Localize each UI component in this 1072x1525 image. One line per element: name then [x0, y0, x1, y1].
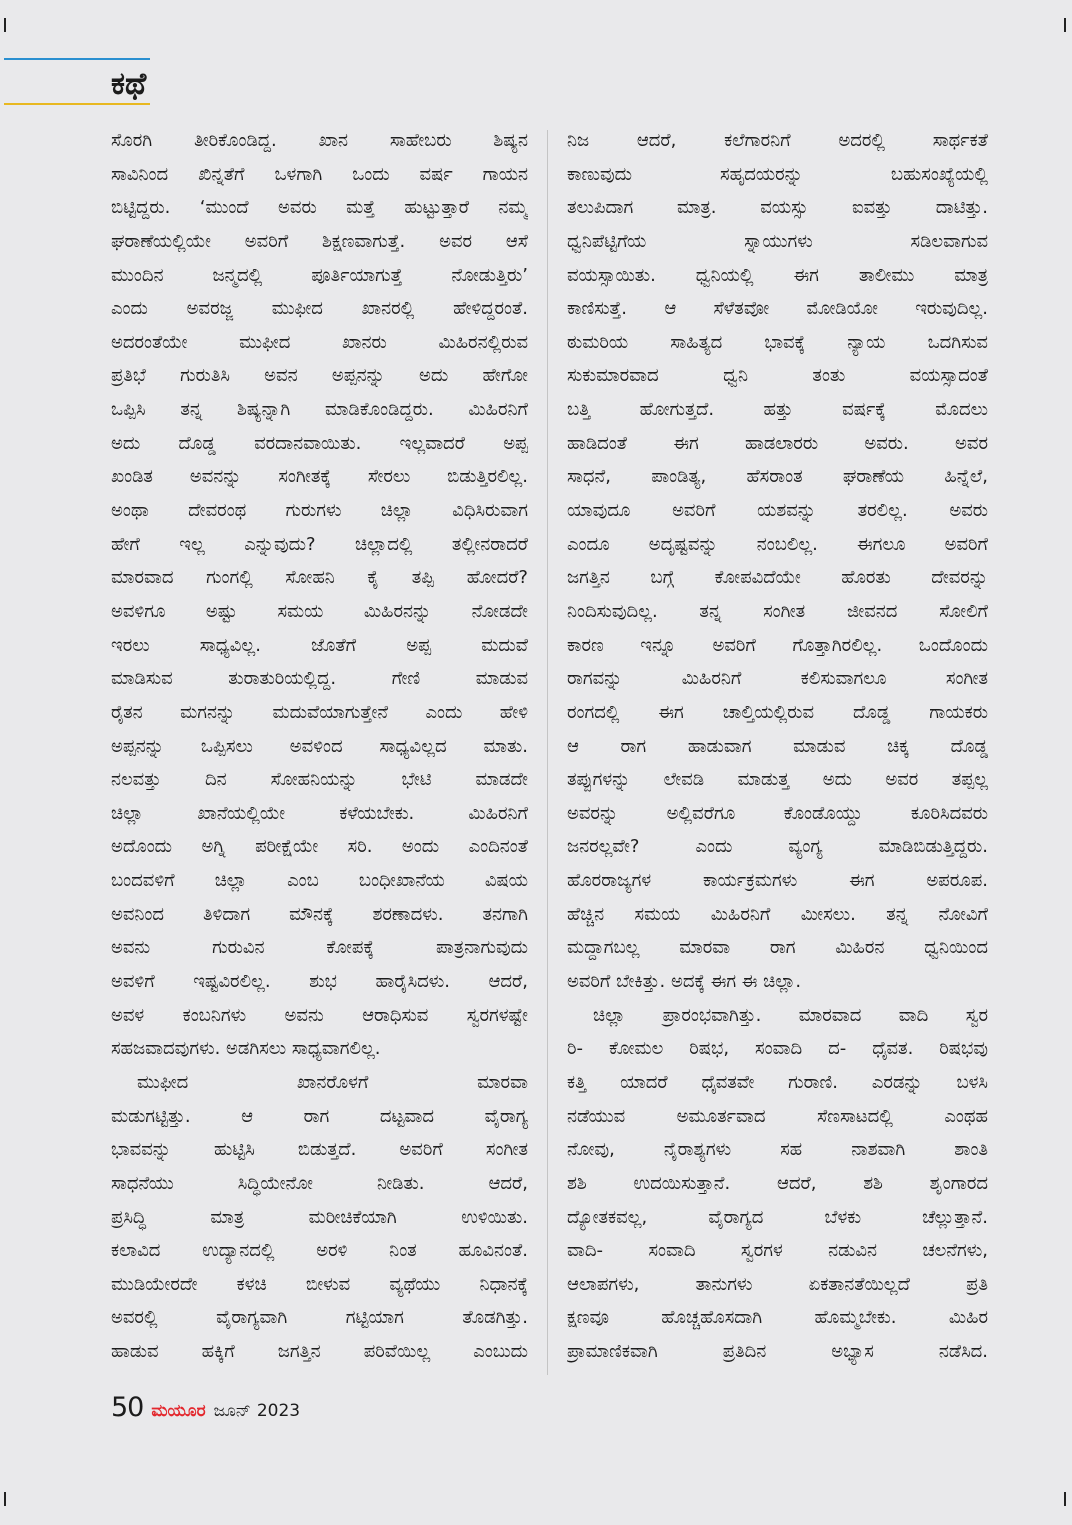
article-line: ಜನರಲ್ಲವೇ? ಎಂದು ವ್ಯಂಗ್ಯ ಮಾಡಿಬಿಡುತ್ತಿದ್ದರು.	[567, 836, 988, 858]
article-line: ಕಲಾವಿದ ಉದ್ಯಾನದಲ್ಲಿ ಅರಳಿ ನಿಂತ ಹೂವಿನಂತೆ.	[111, 1240, 528, 1262]
page-footer	[111, 1392, 300, 1432]
article-line: ಪ್ರಸಿದ್ಧಿ ಮಾತ್ರ ಮರೀಚಿಕೆಯಾಗಿ ಉಳಿಯಿತು.	[111, 1206, 528, 1228]
article-line: ಹಾಡಿದಂತೆ ಈಗ ಹಾಡಲಾರರು ಅವರು. ಅವರ	[567, 432, 988, 454]
crop-mark-top-left	[4, 18, 6, 32]
article-line: ಸೊರಗಿ ತೀರಿಕೊಂಡಿದ್ದ. ಖಾನ ಸಾಹೇಬರು ಶಿಷ್ಯನ	[111, 130, 528, 151]
article-line: ಹೆಚ್ಚಿನ ಸಮಯ ಮಿಹಿರನಿಗೆ ಮೀಸಲು. ತನ್ನ ನೋವಿಗೆ	[567, 903, 988, 925]
article-line: ತಲುಪಿದಾಗ ಮಾತ್ರ. ವಯಸ್ಸು ಐವತ್ತು ದಾಟಿತ್ತು.	[567, 197, 988, 219]
article-line: ಬಿಟ್ಟಿದ್ದರು. ‘ಮುಂದೆ ಅವರು ಮತ್ತೆ ಹುಟ್ಟುತ್ತಾರೆ ನಮ್ಮ	[111, 197, 528, 219]
article-line: ಜಗತ್ತಿನ ಬಗ್ಗೆ ಕೋಪವಿದೆಯೇ ಹೊರತು ದೇವರನ್ನು	[567, 567, 988, 589]
article-line: ರಂಗದಲ್ಲಿ ಈಗ ಚಾಲ್ತಿಯಲ್ಲಿರುವ ದೊಡ್ಡ ಗಾಯಕರು	[567, 701, 988, 723]
article-line: ಮಡುಗಟ್ಟಿತ್ತು. ಆ ರಾಗ ದಟ್ಟವಾದ ವೈರಾಗ್ಯ	[111, 1105, 528, 1127]
article-line: ಬಂದವಳಿಗೆ ಚಿಲ್ಲಾ ಎಂಬ ಬಂಧೀಖಾನೆಯ ವಿಷಯ	[111, 870, 528, 892]
article-line: ನಡೆಯುವ ಅಮೂರ್ತವಾದ ಸೆಣಸಾಟದಲ್ಲಿ ಎಂಥಹ	[567, 1105, 988, 1127]
article-line: ಒಪ್ಪಿಸಿ ತನ್ನ ಶಿಷ್ಯನ್ನಾಗಿ ಮಾಡಿಕೊಂಡಿದ್ದರು. ಮಿಹಿರನಿಗೆ	[111, 399, 528, 421]
article-line: ರಿ- ಕೋಮಲ ರಿಷಭ, ಸಂವಾದಿ ದ- ಧೈವತ. ರಿಷಭವು	[567, 1038, 988, 1060]
article-line: ಖಂಡಿತ ಅವನನ್ನು ಸಂಗೀತಕ್ಕೆ ಸೇರಲು ಬಿಡುತ್ತಿರಲಿಲ್ಲ.	[111, 466, 528, 488]
article-line: ಸುಕುಮಾರವಾದ ಧ್ವನಿ ತಂತು ವಯಸ್ಸಾದಂತೆ	[567, 365, 988, 387]
article-line: ರಾಗವನ್ನು ಮಿಹಿರನಿಗೆ ಕಲಿಸುವಾಗಲೂ ಸಂಗೀತ	[567, 668, 988, 690]
article-line: ಅವಳಿಗೂ ಅಷ್ಟು ಸಮಯ ಮಿಹಿರನನ್ನು ನೋಡದೇ	[111, 600, 528, 622]
article-line: ಅವನು ಗುರುವಿನ ಕೋಪಕ್ಕೆ ಪಾತ್ರನಾಗುವುದು	[111, 937, 528, 959]
article-line: ರೈತನ ಮಗನನ್ನು ಮದುವೆಯಾಗುತ್ತೇನೆ ಎಂದು ಹೇಳಿ	[111, 701, 528, 723]
article-line: ಮುಡಿಯೇರದೇ ಕಳಚಿ ಬೀಳುವ ವ್ಯಥೆಯು ನಿಧಾನಕ್ಕೆ	[111, 1273, 528, 1295]
article-line: ಕಾಣುವುದು ಸಹೃದಯರನ್ನು ಬಹುಸಂಖ್ಯೆಯಲ್ಲಿ	[567, 163, 988, 185]
article-line: ಮಾಡಿಸುವ ತುರಾತುರಿಯಲ್ಲಿದ್ದ. ಗೇಣಿ ಮಾಡುವ	[111, 668, 528, 690]
article-line: ಹೊರರಾಜ್ಯಗಳ ಕಾರ್ಯಕ್ರಮಗಳು ಈಗ ಅಪರೂಪ.	[567, 870, 988, 892]
crop-mark-top-right	[1064, 18, 1066, 32]
article-line: ಪ್ರಾಮಾಣಿಕವಾಗಿ ಪ್ರತಿದಿನ ಅಭ್ಯಾಸ ನಡೆಸಿದ.	[567, 1341, 988, 1363]
section-title: ಕಥೆ	[111, 66, 147, 102]
article-line: ಅವನಿಂದ ತಿಳಿದಾಗ ಮೌನಕ್ಕೆ ಶರಣಾದಳು. ತನಗಾಗಿ	[111, 903, 528, 925]
article-line: ಬತ್ತಿ ಹೋಗುತ್ತದೆ. ಹತ್ತು ವರ್ಷಕ್ಕೆ ಮೊದಲು	[567, 399, 988, 421]
article-line: ಚಿಲ್ಲಾ ಖಾನೆಯಲ್ಲಿಯೇ ಕಳೆಯಬೇಕು. ಮಿಹಿರನಿಗೆ	[111, 802, 528, 824]
article-line: ಕ್ಷಣವೂ ಹೊಚ್ಚಹೊಸದಾಗಿ ಹೊಮ್ಮಬೇಕು. ಮಿಹಿರ	[567, 1307, 988, 1329]
article-line: ಅದರಂತೆಯೇ ಮುಫೀದ ಖಾನರು ಮಿಹಿರನಲ್ಲಿರುವ	[111, 331, 528, 353]
article-line: ಸಾವಿನಿಂದ ಖಿನ್ನತೆಗೆ ಒಳಗಾಗಿ ಒಂದು ವರ್ಷ ಗಾಯನ	[111, 163, 528, 185]
article-line: ಅವರನ್ನು ಅಲ್ಲಿವರೆಗೂ ಕೊಂಡೊಯ್ದು ಕೂರಿಸಿದವರು	[567, 802, 988, 824]
article-column-right	[567, 124, 988, 1369]
article-line: ಆ ರಾಗ ಹಾಡುವಾಗ ಮಾಡುವ ಚಿಕ್ಕ ದೊಡ್ಡ	[567, 735, 988, 757]
article-line: ಅಪ್ಪನನ್ನು ಒಪ್ಪಿಸಲು ಅವಳಿಂದ ಸಾಧ್ಯವಿಲ್ಲದ ಮಾತು.	[111, 735, 528, 757]
article-line: ಯಾವುದೂ ಅವರಿಗೆ ಯಶವನ್ನು ತರಲಿಲ್ಲ. ಅವರು	[567, 500, 988, 522]
article-line: ಠುಮರಿಯ ಸಾಹಿತ್ಯದ ಭಾವಕ್ಕೆ ನ್ಯಾಯ ಒದಗಿಸುವ	[567, 331, 988, 353]
article-line: ಅದು ದೊಡ್ಡ ವರದಾನವಾಯಿತು. ಇಲ್ಲವಾದರೆ ಅಪ್ಪ	[111, 432, 528, 454]
crop-mark-bottom-right	[1064, 1492, 1066, 1506]
page-number: 50	[111, 1392, 144, 1423]
article-line: ಚಿಲ್ಲಾ ಪ್ರಾರಂಭವಾಗಿತ್ತು. ಮಾರವಾದ ವಾದಿ ಸ್ವರ	[593, 1004, 988, 1026]
article-line: ವಯಸ್ಸಾಯಿತು. ಧ್ವನಿಯಲ್ಲಿ ಈಗ ತಾಲೀಮು ಮಾತ್ರ	[567, 264, 988, 286]
article-line: ಕಾರಣ ಇನ್ನೂ ಅವರಿಗೆ ಗೊತ್ತಾಗಿರಲಿಲ್ಲ. ಒಂದೊಂದು	[567, 634, 988, 656]
article-line: ತಪ್ಪುಗಳನ್ನು ಲೇವಡಿ ಮಾಡುತ್ತ ಅದು ಅವರ ತಪ್ಪಲ್ಲ	[567, 769, 988, 791]
article-line: ಕತ್ತಿ ಯಾದರೆ ಧೈವತವೇ ಗುರಾಣಿ. ಎರಡನ್ನು ಬಳಸಿ	[567, 1071, 988, 1093]
article-line: ಮುಫೀದ ಖಾನರೊಳಗೆ ಮಾರವಾ	[137, 1071, 528, 1093]
article-line: ಅವಳಿಗೆ ಇಷ್ಟವಿರಲಿಲ್ಲ. ಶುಭ ಹಾರೈಸಿದಳು. ಆದರೆ,	[111, 971, 528, 993]
article-line: ಪ್ರತಿಭೆ ಗುರುತಿಸಿ ಅವನ ಅಪ್ಪನನ್ನು ಅದು ಹೇಗೋ	[111, 365, 528, 387]
crop-mark-bottom-left	[4, 1492, 6, 1506]
article-line: ಧ್ವನಿಪೆಟ್ಟಿಗೆಯ ಸ್ನಾಯುಗಳು ಸಡಿಲವಾಗುವ	[567, 230, 988, 252]
column-divider	[547, 130, 548, 1375]
article-line: ಇರಲು ಸಾಧ್ಯವಿಲ್ಲ. ಜೊತೆಗೆ ಅಪ್ಪ ಮದುವೆ	[111, 634, 528, 656]
article-line: ಹಾಡುವ ಹಕ್ಕಿಗೆ ಜಗತ್ತಿನ ಪರಿವೆಯಿಲ್ಲ ಎಂಬುದು	[111, 1341, 528, 1363]
article-line: ಸಾಧನೆ, ಪಾಂಡಿತ್ಯ, ಹೆಸರಾಂತ ಘರಾಣೆಯ ಹಿನ್ನೆಲೆ,	[567, 466, 988, 488]
issue-month: ಜೂನ್	[213, 1401, 251, 1421]
article-line: ಹೇಗೆ ಇಲ್ಲ ಎನ್ನುವುದು? ಚಿಲ್ಲಾದಲ್ಲಿ ತಲ್ಲೀನರಾದರೆ	[111, 533, 528, 555]
article-line: ಮಾರವಾದ ಗುಂಗಲ್ಲಿ ಸೋಹನಿ ಕೈ ತಪ್ಪಿ ಹೋದರೆ?	[111, 567, 528, 589]
article-line: ಸಾಧನೆಯು ಸಿದ್ಧಿಯೇನೋ ನೀಡಿತು. ಆದರೆ,	[111, 1172, 528, 1194]
article-line: ಅವರಿಗೆ ಬೇಕಿತ್ತು. ಅದಕ್ಕೆ ಈಗ ಈ ಚಿಲ್ಲಾ.	[567, 971, 802, 993]
article-line: ಅದೊಂದು ಅಗ್ನಿ ಪರೀಕ್ಷೆಯೇ ಸರಿ. ಅಂದು ಎಂದಿನಂತೆ	[111, 836, 528, 858]
article-line: ಅವರಲ್ಲಿ ವೈರಾಗ್ಯವಾಗಿ ಗಟ್ಟಿಯಾಗ ತೊಡಗಿತ್ತು.	[111, 1307, 528, 1329]
issue-year: 2023	[256, 1401, 301, 1421]
article-line: ಮುಂದಿನ ಜನ್ಮದಲ್ಲಿ ಪೂರ್ತಿಯಾಗುತ್ತೆ ನೋಡುತ್ತಿರು’	[111, 264, 528, 286]
article-line: ಘರಾಣೆಯಲ್ಲಿಯೇ ಅವರಿಗೆ ಶಿಕ್ಷಣವಾಗುತ್ತೆ. ಅವರ ಆಸೆ	[111, 230, 528, 252]
article-line: ನೋವು, ನೈರಾಶ್ಯಗಳು ಸಹ ನಾಶವಾಗಿ ಶಾಂತಿ	[567, 1139, 988, 1161]
article-line: ಎಂದೂ ಅದೃಷ್ಟವನ್ನು ನಂಬಲಿಲ್ಲ. ಈಗಲೂ ಅವರಿಗೆ	[567, 533, 988, 555]
article-line: ನಲವತ್ತು ದಿನ ಸೋಹನಿಯನ್ನು ಭೇಟಿ ಮಾಡದೇ	[111, 769, 528, 791]
article-line: ಭಾವವನ್ನು ಹುಟ್ಟಿಸಿ ಬಿಡುತ್ತದೆ. ಅವರಿಗೆ ಸಂಗೀತ	[111, 1139, 528, 1161]
article-line: ಮದ್ದಾಗಬಲ್ಲ ಮಾರವಾ ರಾಗ ಮಿಹಿರನ ಧ್ವನಿಯಿಂದ	[567, 937, 988, 959]
article-line: ಅವಳ ಕಂಬನಿಗಳು ಅವನು ಆರಾಧಿಸುವ ಸ್ವರಗಳಷ್ಟೇ	[111, 1004, 528, 1026]
article-line: ಆಲಾಪಗಳು, ತಾನುಗಳು ಏಕತಾನತೆಯಿಲ್ಲದೆ ಪ್ರತಿ	[567, 1273, 988, 1295]
article-line: ಕಾಣಿಸುತ್ತೆ. ಆ ಸೆಳೆತವೋ ಮೋಡಿಯೋ ಇರುವುದಿಲ್ಲ.	[567, 298, 988, 320]
article-line: ಶಶಿ ಉದಯಿಸುತ್ತಾನೆ. ಆದರೆ, ಶಶಿ ಶೃಂಗಾರದ	[567, 1172, 988, 1194]
section-rule-top	[4, 58, 150, 60]
magazine-name: ಮಯೂರ	[151, 1401, 206, 1421]
article-line: ನಿಜ ಆದರೆ, ಕಲೆಗಾರನಿಗೆ ಅದರಲ್ಲಿ ಸಾರ್ಥಕತೆ	[567, 130, 988, 151]
article-line: ನಿಂದಿಸುವುದಿಲ್ಲ. ತನ್ನ ಸಂಗೀತ ಜೀವನದ ಸೋಲಿಗೆ	[567, 600, 988, 622]
article-line: ಸಹಜವಾದವುಗಳು. ಅಡಗಿಸಲು ಸಾಧ್ಯವಾಗಲಿಲ್ಲ.	[111, 1038, 381, 1060]
article-line: ಅಂಥಾ ದೇವರಂಥ ಗುರುಗಳು ಚಿಲ್ಲಾ ವಿಧಿಸಿರುವಾಗ	[111, 500, 528, 522]
article-line: ದ್ಯೋತಕವಲ್ಲ, ವೈರಾಗ್ಯದ ಬೆಳಕು ಚೆಲ್ಲುತ್ತಾನೆ.	[567, 1206, 988, 1228]
section-rule-bottom	[4, 103, 150, 105]
article-line: ವಾದಿ- ಸಂವಾದಿ ಸ್ವರಗಳ ನಡುವಿನ ಚಲನೆಗಳು,	[567, 1240, 988, 1262]
article-line: ಎಂದು ಅವರಜ್ಜ ಮುಫೀದ ಖಾನರಲ್ಲಿ ಹೇಳಿದ್ದರಂತೆ.	[111, 298, 528, 320]
article-column-left	[111, 124, 528, 1369]
